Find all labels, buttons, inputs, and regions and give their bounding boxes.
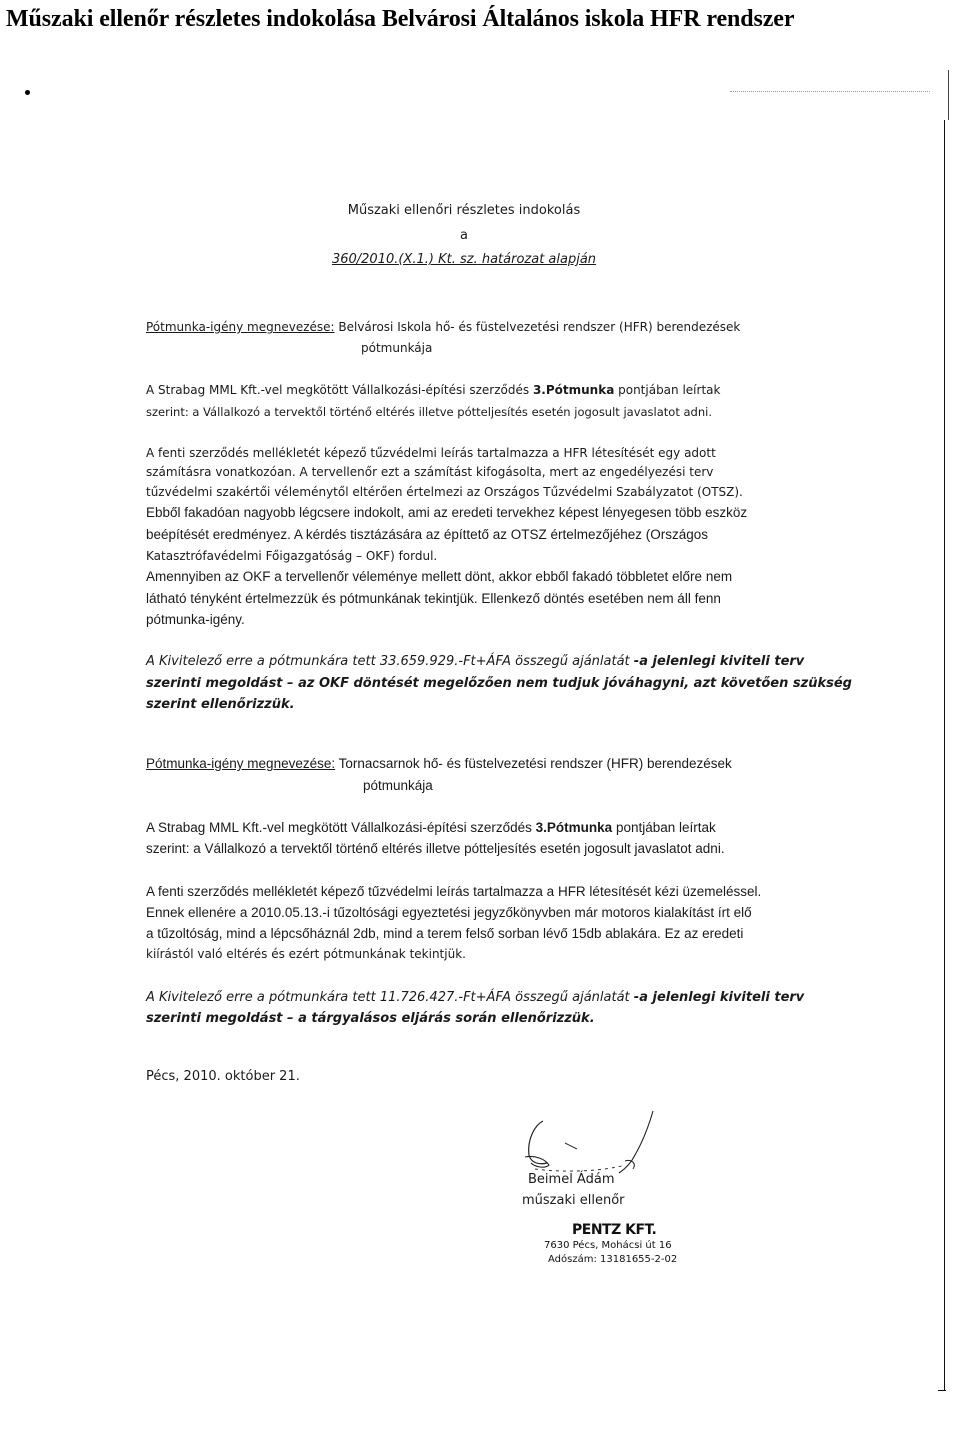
section-2-p2-line: kiírástól való eltérés és ezért pótmunkának tekintjük. — [146, 947, 466, 961]
signer-name: Beimel Ádám — [528, 1172, 615, 1187]
section-1-p2-line: Ebből fakadóan nagyobb légcsere indokolt, ami az eredeti tervekhez képest lényegesen több eszköz — [146, 505, 748, 520]
stamp-company: PENTZ KFT. — [572, 1222, 657, 1238]
section-2-p2-line: A fenti szerződés mellékletét képező tűzvédelmi leírás tartalmazza a HFR létesítését kézi üzemeléssel. — [146, 884, 762, 899]
section-2-paragraph-1: A Strabag MML Kft.-vel megkötött Vállalkozási-építési szerződés 3.Pótmunka pontjában leírtak — [146, 820, 716, 835]
section-1-p2-line: Katasztrófavédelmi Főigazgatóság – OKF) fordul. — [146, 549, 438, 563]
doc-heading-reference: 360/2010.(X.1.) Kt. sz. határozat alapján — [331, 252, 597, 267]
section-2-paragraph-1-cont: szerint: a Vállalkozó a tervektől történő eltérés illetve pótteljesítés esetén jogosult javaslatot adni. — [146, 841, 725, 856]
section-1-p2-line: pótmunka-igény. — [146, 612, 245, 627]
section-1-offer-cont: szerinti megoldást – az OKF döntését megelőzően nem tudjuk jóváhagyni, azt követően szükség — [146, 676, 852, 691]
section-1-p2-line: tűzvédelmi szakértői véleménytől eltérően értelmezi az Országos Tűzvédelmi Szabályzatot (OTSZ). — [146, 485, 743, 499]
section-1-offer: A Kivitelező erre a pótmunkára tett 33.659.929.-Ft+ÁFA összegű ajánlatát -a jelenlegi kiviteli terv — [146, 654, 805, 669]
section-label: Pótmunka-igény megnevezése: — [146, 320, 335, 334]
stamp-address: 7630 Pécs, Mohácsi út 16 — [544, 1240, 672, 1251]
section-2-offer-cont: szerinti megoldást – a tárgyalásos eljárás során ellenőrizzük. — [146, 1011, 595, 1026]
section-2-title-cont: pótmunkája — [363, 778, 433, 793]
section-1-title: Pótmunka-igény megnevezése: Belvárosi Iskola hő- és füstelvezetési rendszer (HFR) berendezések — [146, 320, 741, 334]
section-1-p2-line: számításra vonatkozóan. A tervellenőr ezt a számítást kifogásolta, mert az engedélyezési terv — [146, 465, 714, 479]
section-1-paragraph-1: A Strabag MML Kft.-vel megkötött Vállalkozási-építési szerződés 3.Pótmunka pontjában leírtak — [146, 383, 721, 397]
section-1-paragraph-1-cont: szerint: a Vállalkozó a tervektől történő eltérés illetve pótteljesítés esetén jogosult javaslatot adni. — [146, 405, 712, 419]
page-title: Műszaki ellenőr részletes indokolása Belvárosi Általános iskola HFR rendszer — [6, 6, 795, 32]
section-2-p2-line: Ennek ellenére a 2010.05.13.-i tűzoltósági egyeztetési jegyzőkönyvben már motoros kialakítást írt elő — [146, 905, 752, 920]
section-2-title: Pótmunka-igény megnevezése: Tornacsarnok hő- és füstelvezetési rendszer (HFR) berendezések — [146, 756, 732, 771]
section-2-offer: A Kivitelező erre a pótmunkára tett 11.726.427.-Ft+ÁFA összegű ajánlatát -a jelenlegi kiviteli terv — [146, 990, 805, 1005]
section-1-offer-cont: szerint ellenőrizzük. — [146, 697, 295, 712]
section-1-p2-line: látható tényként értelmezzük és pótmunkának tekintjük. Ellenkező döntés esetében nem áll fenn — [146, 591, 721, 606]
section-1-p2-line: Amennyiben az OKF a tervellenőr véleménye mellett dönt, akkor ebből fakadó többletet előre nem — [146, 569, 733, 584]
stamp-tax-number: Adószám: 13181655-2-02 — [548, 1254, 678, 1265]
doc-heading: Műszaki ellenőri részletes indokolás — [347, 203, 581, 218]
section-1-title-cont: pótmunkája — [361, 341, 433, 355]
doc-heading-a: a — [460, 228, 468, 243]
section-1-p2-line: beépítését eredményez. A kérdés tisztázására az építtető az OTSZ értelmezőjéhez (Országos — [146, 527, 709, 542]
document-date: Pécs, 2010. október 21. — [146, 1069, 300, 1084]
section-2-p2-line: a tűzoltóság, mind a lépcsőháznál 2db, mind a terem felső sorban lévő 15db ablakára. Ez az eredeti — [146, 926, 744, 941]
signer-role: műszaki ellenőr — [522, 1193, 625, 1208]
section-label: Pótmunka-igény megnevezése: — [146, 756, 336, 771]
section-1-p2-line: A fenti szerződés mellékletét képező tűzvédelmi leírás tartalmazza a HFR létesítését egy adott — [146, 446, 716, 460]
